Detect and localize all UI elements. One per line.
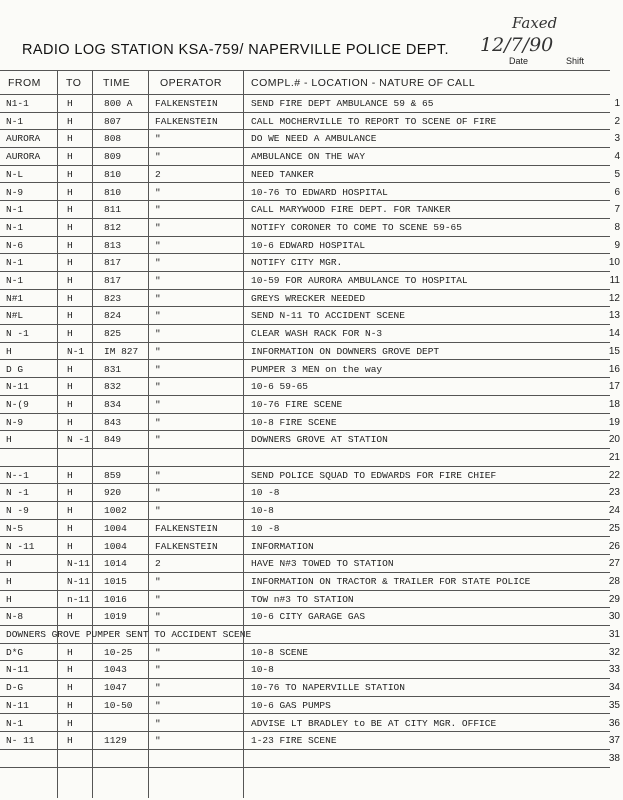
cell-from: N- 11 xyxy=(6,735,35,747)
cell-operator: " xyxy=(155,469,161,481)
cell-from: N-1 xyxy=(6,717,24,729)
cell-to: H xyxy=(67,151,73,163)
cell-to: H xyxy=(67,416,73,428)
cell-time: 834 xyxy=(104,398,122,410)
cell-from: DOWNERS GROVE PUMPER SENT TO ACCIDENT SCENE xyxy=(6,629,252,640)
table-row xyxy=(0,184,623,202)
table-row xyxy=(0,750,623,768)
cell-time: 1004 xyxy=(104,522,127,534)
cell-desc: PUMPER 3 MEN on the way xyxy=(251,363,383,375)
table-row xyxy=(0,697,623,715)
cell-operator: " xyxy=(155,151,161,163)
cell-from: N-5 xyxy=(6,522,24,534)
table-row xyxy=(0,148,623,166)
table-row xyxy=(0,219,623,237)
cell-time: 832 xyxy=(104,381,122,393)
cell-time: 807 xyxy=(104,115,122,127)
cell-from: N -1 xyxy=(6,487,29,499)
cell-time: 823 xyxy=(104,292,122,304)
cell-desc: GREYS WRECKER NEEDED xyxy=(251,292,366,304)
col-header-from: FROM xyxy=(8,77,41,89)
cell-time: 10-50 xyxy=(104,699,133,711)
cell-desc: NEED TANKER xyxy=(251,168,314,180)
cell-from: N-6 xyxy=(6,239,24,251)
cell-operator: " xyxy=(155,221,161,233)
table-row xyxy=(0,237,623,255)
cell-operator: " xyxy=(155,398,161,410)
cell-time: 1014 xyxy=(104,558,127,570)
cell-time: 1129 xyxy=(104,735,127,747)
cell-num: 38 xyxy=(608,752,620,764)
cell-desc: 10-8 SCENE xyxy=(251,646,309,658)
cell-num: 35 xyxy=(608,699,620,711)
cell-operator: " xyxy=(155,292,161,304)
cell-from: N1-1 xyxy=(6,98,29,109)
cell-num: 33 xyxy=(608,664,620,676)
cell-num: 32 xyxy=(608,646,620,658)
table-row xyxy=(0,626,623,644)
table-row xyxy=(0,361,623,379)
cell-to: N-11 xyxy=(67,575,90,587)
table-row xyxy=(0,325,623,343)
cell-desc: 10-8 xyxy=(251,664,274,676)
table-row xyxy=(0,608,623,626)
table-row xyxy=(0,201,623,219)
cell-time: 1047 xyxy=(104,682,127,694)
cell-desc: SEND POLICE SQUAD TO EDWARDS FOR FIRE CHIEF xyxy=(251,469,497,481)
cell-desc: 10-6 59-65 xyxy=(251,381,309,393)
cell-num: 25 xyxy=(608,522,620,534)
col-header-operator: OPERATOR xyxy=(160,77,222,89)
table-row xyxy=(0,502,623,520)
cell-operator: " xyxy=(155,664,161,676)
cell-operator: " xyxy=(155,682,161,694)
cell-operator: " xyxy=(155,735,161,747)
cell-operator: " xyxy=(155,133,161,145)
cell-from: N -9 xyxy=(6,505,29,517)
cell-operator: " xyxy=(155,204,161,216)
cell-from: N-11 xyxy=(6,699,29,711)
handwritten-mark: Faxed xyxy=(512,14,558,32)
table-row xyxy=(0,95,623,113)
cell-num: 12 xyxy=(608,292,620,304)
cell-operator: " xyxy=(155,363,161,375)
cell-operator: " xyxy=(155,310,161,322)
cell-to: H xyxy=(67,487,73,499)
cell-time: 1015 xyxy=(104,575,127,587)
cell-to: H xyxy=(67,398,73,410)
cell-time: 813 xyxy=(104,239,122,251)
cell-operator: " xyxy=(155,416,161,428)
cell-desc: 10-76 TO NAPERVILLE STATION xyxy=(251,682,405,694)
cell-desc: SEND FIRE DEPT AMBULANCE 59 & 65 xyxy=(251,98,434,109)
cell-time: 808 xyxy=(104,133,122,145)
cell-time: 843 xyxy=(104,416,122,428)
cell-from: N--1 xyxy=(6,469,29,481)
table-row xyxy=(0,130,623,148)
cell-num: 2 xyxy=(614,115,620,127)
cell-from: H xyxy=(6,575,12,587)
cell-num: 1 xyxy=(614,98,620,109)
table-row xyxy=(0,484,623,502)
col-header-to: TO xyxy=(66,77,82,89)
cell-from: N-11 xyxy=(6,381,29,393)
cell-from: H xyxy=(6,345,12,357)
cell-operator: FALKENSTEIN xyxy=(155,522,218,534)
cell-num: 28 xyxy=(608,575,620,587)
cell-operator: " xyxy=(155,575,161,587)
cell-operator: " xyxy=(155,434,161,446)
cell-num: 4 xyxy=(614,151,620,163)
cell-num: 14 xyxy=(608,328,620,340)
cell-operator: " xyxy=(155,505,161,517)
cell-time: 1002 xyxy=(104,505,127,517)
table-row xyxy=(0,343,623,361)
cell-from: H xyxy=(6,593,12,605)
cell-from: N-1 xyxy=(6,221,24,233)
table-row xyxy=(0,520,623,538)
cell-from: D*G xyxy=(6,646,24,658)
cell-desc: CALL MOCHERVILLE TO REPORT TO SCENE OF FIRE xyxy=(251,115,497,127)
cell-to: H xyxy=(67,505,73,517)
cell-to: H xyxy=(67,682,73,694)
cell-time: 812 xyxy=(104,221,122,233)
cell-desc: INFORMATION ON TRACTOR & TRAILER FOR STATE POLICE xyxy=(251,575,531,587)
cell-desc: TOW n#3 TO STATION xyxy=(251,593,354,605)
cell-desc: 1-23 FIRE SCENE xyxy=(251,735,337,747)
cell-from: N#1 xyxy=(6,292,24,304)
cell-from: H xyxy=(6,434,12,446)
table-row xyxy=(0,467,623,485)
cell-operator: " xyxy=(155,186,161,198)
cell-desc: 10-8 xyxy=(251,505,274,517)
cell-operator: " xyxy=(155,611,161,623)
cell-from: N-9 xyxy=(6,186,24,198)
cell-num: 20 xyxy=(608,434,620,446)
cell-num: 29 xyxy=(608,593,620,605)
cell-to: H xyxy=(67,257,73,269)
cell-desc: AMBULANCE ON THE WAY xyxy=(251,151,366,163)
cell-time: 810 xyxy=(104,186,122,198)
table-row xyxy=(0,449,623,467)
cell-num: 21 xyxy=(608,452,620,463)
cell-time: 10-25 xyxy=(104,646,133,658)
date-label: Date xyxy=(509,56,529,66)
cell-operator: " xyxy=(155,646,161,658)
cell-desc: 10-59 FOR AURORA AMBULANCE TO HOSPITAL xyxy=(251,275,468,286)
table-row xyxy=(0,378,623,396)
cell-to: H xyxy=(67,664,73,676)
cell-to: H xyxy=(67,540,73,552)
cell-desc: NOTIFY CORONER TO COME TO SCENE 59-65 xyxy=(251,221,462,233)
table-row xyxy=(0,591,623,609)
cell-to: H xyxy=(67,328,73,340)
table-row xyxy=(0,715,623,733)
cell-desc: INFORMATION ON DOWNERS GROVE DEPT xyxy=(251,345,440,357)
cell-time: 810 xyxy=(104,168,122,180)
row-rule xyxy=(0,767,610,768)
cell-from: N-9 xyxy=(6,416,24,428)
cell-from: N -1 xyxy=(6,328,29,340)
cell-desc: 10-6 CITY GARAGE GAS xyxy=(251,611,366,623)
cell-time: 859 xyxy=(104,469,122,481)
cell-to: H xyxy=(67,310,73,322)
table-row xyxy=(0,732,623,750)
col-header-time: TIME xyxy=(103,77,131,89)
cell-num: 18 xyxy=(608,398,620,410)
cell-num: 31 xyxy=(608,629,620,640)
cell-to: H xyxy=(67,611,73,623)
table-row xyxy=(0,254,623,272)
cell-from: N-8 xyxy=(6,611,24,623)
table-row xyxy=(0,555,623,573)
cell-num: 27 xyxy=(608,558,620,570)
cell-time: IM 827 xyxy=(104,345,139,357)
cell-operator: " xyxy=(155,593,161,605)
cell-time: 831 xyxy=(104,363,122,375)
cell-to: N -1 xyxy=(67,434,90,446)
cell-time: 920 xyxy=(104,487,122,499)
table-row xyxy=(0,396,623,414)
cell-desc: 10-6 GAS PUMPS xyxy=(251,699,331,711)
cell-from: N-(9 xyxy=(6,398,29,410)
cell-from: N -11 xyxy=(6,540,35,552)
cell-time: 825 xyxy=(104,328,122,340)
cell-desc: CLEAR WASH RACK FOR N-3 xyxy=(251,328,383,340)
cell-to: H xyxy=(67,292,73,304)
table-row xyxy=(0,113,623,131)
cell-operator: " xyxy=(155,717,161,729)
cell-num: 30 xyxy=(608,611,620,623)
cell-time: 817 xyxy=(104,275,122,286)
cell-time: 849 xyxy=(104,434,122,446)
cell-to: H xyxy=(67,381,73,393)
cell-to: H xyxy=(67,168,73,180)
cell-time: 817 xyxy=(104,257,122,269)
table-row xyxy=(0,644,623,662)
cell-from: N-11 xyxy=(6,664,29,676)
cell-time: 1016 xyxy=(104,593,127,605)
cell-to: H xyxy=(67,275,73,286)
cell-desc: 10-76 FIRE SCENE xyxy=(251,398,343,410)
cell-desc: 10-8 FIRE SCENE xyxy=(251,416,337,428)
cell-operator: FALKENSTEIN xyxy=(155,540,218,552)
table-row xyxy=(0,166,623,184)
cell-num: 37 xyxy=(608,735,620,747)
cell-operator: FALKENSTEIN xyxy=(155,98,218,109)
cell-num: 8 xyxy=(614,221,620,233)
cell-to: H xyxy=(67,735,73,747)
date-value: 12/7/90 xyxy=(480,34,554,56)
cell-to: H xyxy=(67,522,73,534)
cell-num: 24 xyxy=(608,505,620,517)
cell-num: 19 xyxy=(608,416,620,428)
cell-operator: " xyxy=(155,487,161,499)
cell-time: 1004 xyxy=(104,540,127,552)
cell-from: N-1 xyxy=(6,204,24,216)
shift-label: Shift xyxy=(566,56,585,66)
cell-desc: DOWNERS GROVE AT STATION xyxy=(251,434,388,446)
cell-num: 17 xyxy=(608,381,620,393)
cell-num: 5 xyxy=(614,168,620,180)
cell-operator: 2 xyxy=(155,168,161,180)
cell-from: AURORA xyxy=(6,133,41,145)
cell-num: 3 xyxy=(614,133,620,145)
cell-desc: 10 -8 xyxy=(251,522,280,534)
cell-time: 809 xyxy=(104,151,122,163)
cell-time: 800 A xyxy=(104,98,133,109)
log-header xyxy=(0,0,623,70)
cell-from: D G xyxy=(6,363,24,375)
cell-to: H xyxy=(67,646,73,658)
cell-to: N-1 xyxy=(67,345,85,357)
cell-num: 23 xyxy=(608,487,620,499)
table-row xyxy=(0,290,623,308)
table-row xyxy=(0,272,623,290)
page-title: RADIO LOG STATION KSA-759/ NAPERVILLE POLICE DEPT. xyxy=(22,42,449,58)
cell-desc: CALL MARYWOOD FIRE DEPT. FOR TANKER xyxy=(251,204,451,216)
cell-operator: " xyxy=(155,699,161,711)
cell-to: H xyxy=(67,204,73,216)
cell-to: N-11 xyxy=(67,558,90,570)
cell-to: H xyxy=(67,699,73,711)
cell-from: N-1 xyxy=(6,115,24,127)
cell-num: 13 xyxy=(608,310,620,322)
cell-num: 10 xyxy=(608,257,620,269)
cell-time: 1043 xyxy=(104,664,127,676)
cell-operator: FALKENSTEIN xyxy=(155,115,218,127)
cell-from: H xyxy=(6,558,12,570)
cell-operator: " xyxy=(155,239,161,251)
cell-desc: SEND N-11 TO ACCIDENT SCENE xyxy=(251,310,405,322)
cell-num: 11 xyxy=(609,275,620,286)
cell-desc: DO WE NEED A AMBULANCE xyxy=(251,133,377,145)
cell-from: N#L xyxy=(6,310,24,322)
cell-to: H xyxy=(67,115,73,127)
cell-to: H xyxy=(67,239,73,251)
cell-num: 7 xyxy=(614,204,620,216)
cell-operator: " xyxy=(155,257,161,269)
table-row xyxy=(0,661,623,679)
cell-operator: " xyxy=(155,345,161,357)
cell-time: 1019 xyxy=(104,611,127,623)
cell-to: H xyxy=(67,363,73,375)
cell-from: AURORA xyxy=(6,151,41,163)
cell-num: 9 xyxy=(614,239,620,251)
cell-to: H xyxy=(67,98,73,109)
cell-operator: " xyxy=(155,328,161,340)
col-header-description: COMPL.# - LOCATION - NATURE OF CALL xyxy=(251,77,476,89)
table-row xyxy=(0,307,623,325)
cell-num: 36 xyxy=(608,717,620,729)
cell-desc: HAVE N#3 TOWED TO STATION xyxy=(251,558,394,570)
cell-to: H xyxy=(67,186,73,198)
cell-operator: 2 xyxy=(155,558,161,570)
cell-num: 26 xyxy=(608,540,620,552)
cell-to: H xyxy=(67,221,73,233)
cell-desc: INFORMATION xyxy=(251,540,314,552)
cell-num: 16 xyxy=(608,363,620,375)
cell-to: n-11 xyxy=(67,593,90,605)
cell-num: 34 xyxy=(608,682,620,694)
cell-num: 15 xyxy=(608,345,620,357)
cell-from: N-L xyxy=(6,168,24,180)
cell-desc: ADVISE LT BRADLEY to BE AT CITY MGR. OFFICE xyxy=(251,717,497,729)
cell-from: D-G xyxy=(6,682,24,694)
cell-from: N-1 xyxy=(6,275,24,286)
cell-desc: NOTIFY CITY MGR. xyxy=(251,257,343,269)
cell-desc: 10-76 TO EDWARD HOSPITAL xyxy=(251,186,388,198)
cell-num: 22 xyxy=(608,469,620,481)
cell-to: H xyxy=(67,133,73,145)
cell-desc: 10 -8 xyxy=(251,487,280,499)
cell-num: 6 xyxy=(614,186,620,198)
cell-time: 824 xyxy=(104,310,122,322)
cell-to: H xyxy=(67,469,73,481)
table-row xyxy=(0,414,623,432)
table-row xyxy=(0,431,623,449)
cell-from: N-1 xyxy=(6,257,24,269)
cell-time: 811 xyxy=(104,204,122,216)
table-row xyxy=(0,679,623,697)
cell-operator: " xyxy=(155,381,161,393)
cell-to: H xyxy=(67,717,73,729)
table-row xyxy=(0,538,623,556)
cell-operator: " xyxy=(155,275,161,286)
cell-desc: 10-6 EDWARD HOSPITAL xyxy=(251,239,366,251)
table-row xyxy=(0,573,623,591)
